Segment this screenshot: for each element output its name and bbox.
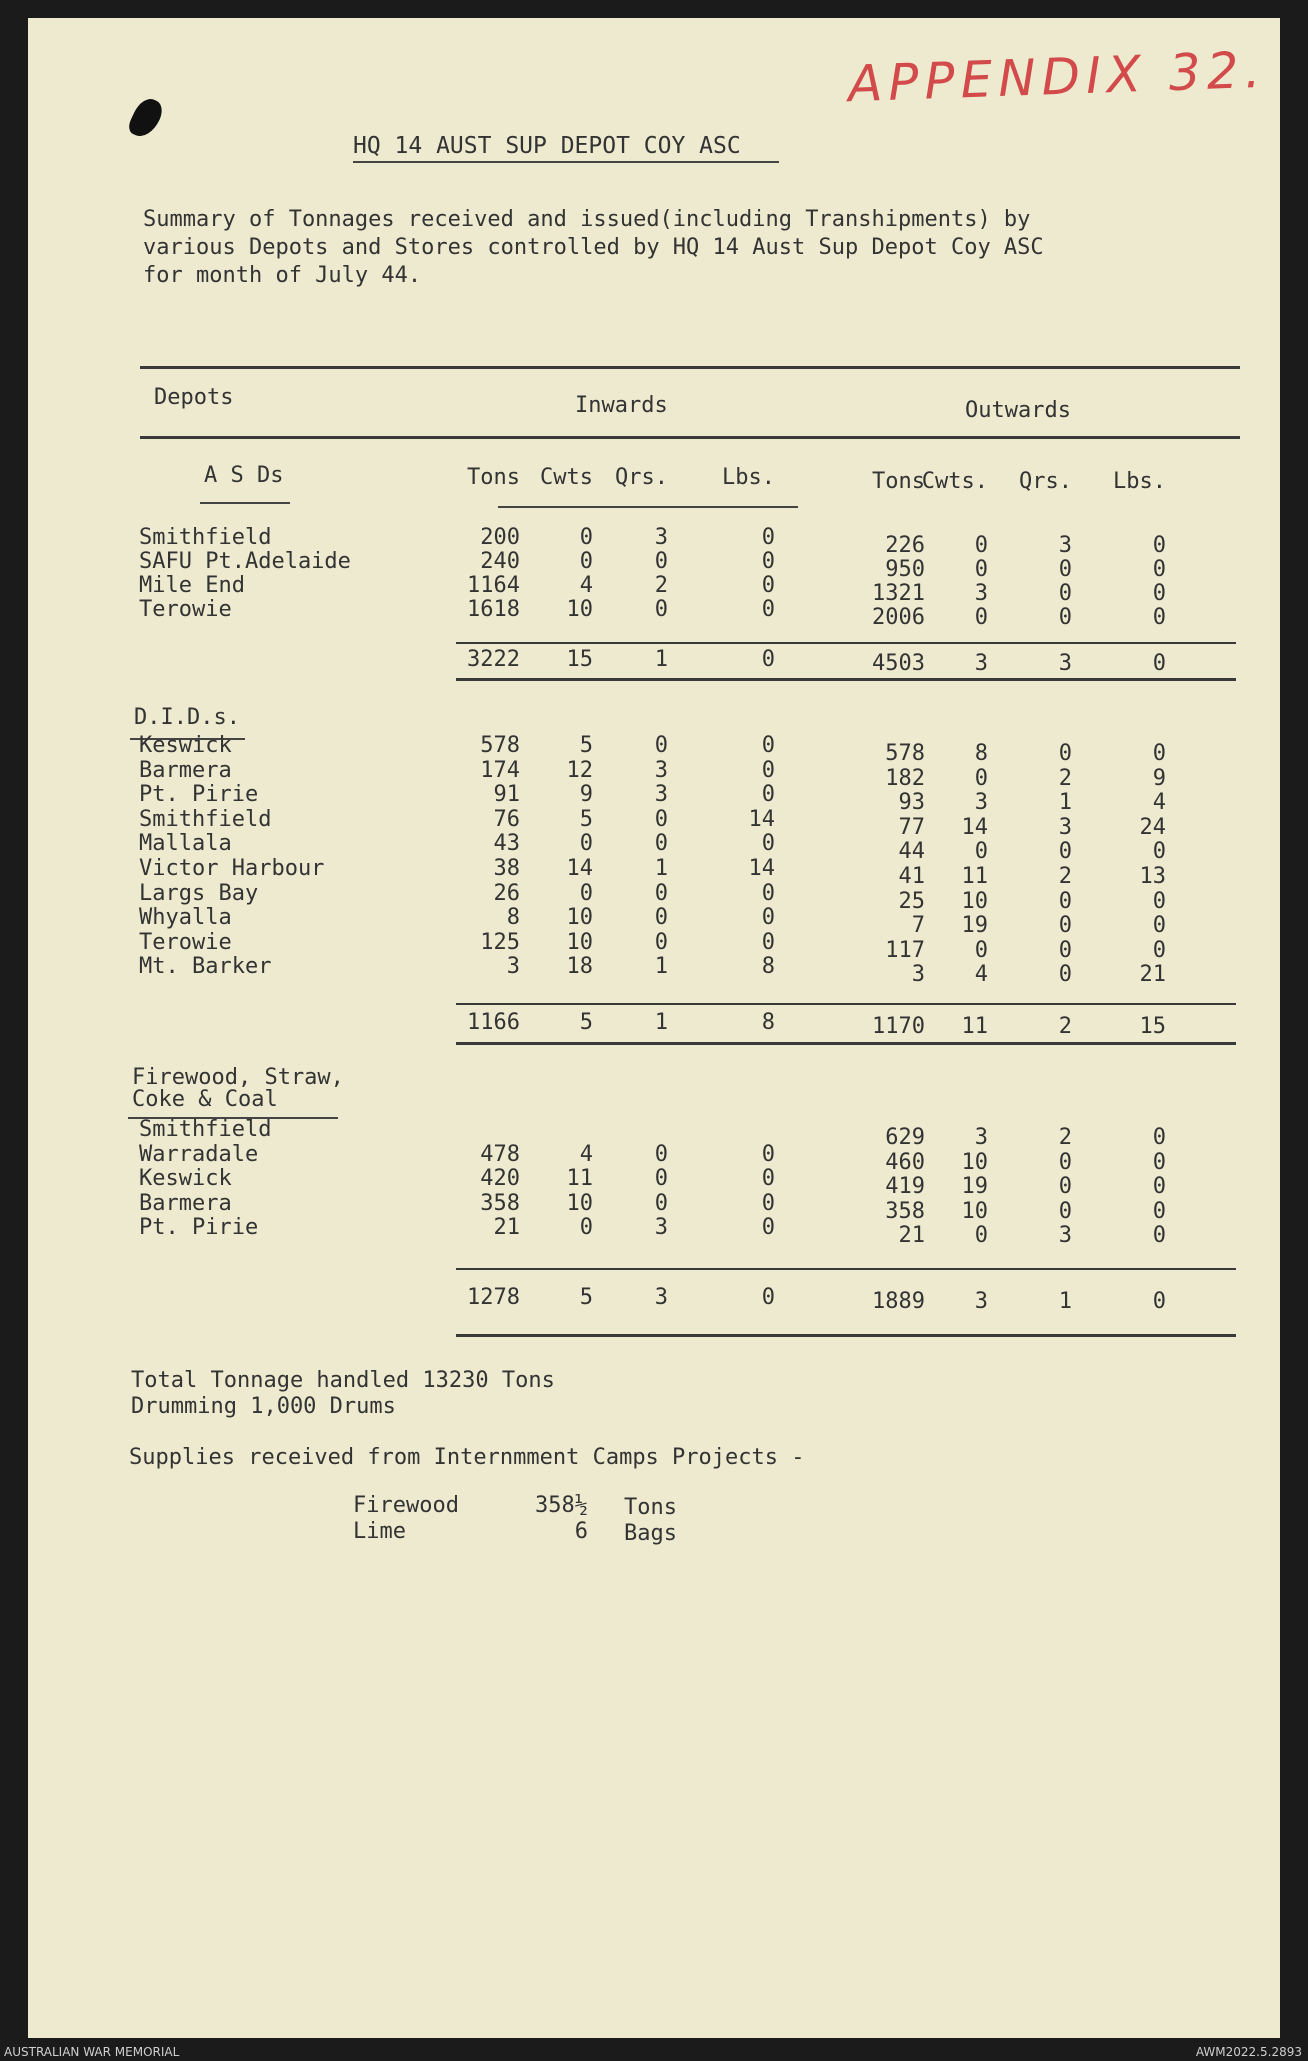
column-header-inwards: Qrs.	[615, 465, 668, 490]
outwards-cell: 2	[1058, 766, 1072, 791]
outwards-cell: 358	[885, 1199, 925, 1224]
inwards-cell: 91	[493, 782, 520, 807]
intro-line-2: various Depots and Stores controlled by HQ 14 Aust Sup Depot Coy ASC	[143, 235, 1044, 260]
outwards-cell: 0	[1152, 557, 1166, 582]
total-outwards-cell: 1170	[872, 1014, 925, 1039]
outwards-cell: 9	[1152, 766, 1166, 791]
inwards-cell: 4	[579, 1142, 593, 1167]
section-title: A S Ds	[204, 463, 284, 488]
inwards-cell: 0	[654, 881, 668, 906]
outwards-cell: 2	[1058, 864, 1072, 889]
inwards-cell: 0	[579, 831, 593, 856]
outwards-cell: 3	[1058, 1223, 1072, 1248]
outwards-cell: 0	[1058, 581, 1072, 606]
inwards-cell: 0	[761, 1215, 775, 1240]
inwards-cell: 2	[654, 573, 668, 598]
inwards-cell: 38	[493, 856, 520, 881]
column-header-inwards: Lbs.	[722, 465, 775, 490]
depot-name: Smithfield	[139, 525, 272, 550]
inwards-cell: 5	[579, 807, 593, 832]
supplies-heading: Supplies received from Internmment Camps Projects -	[129, 1445, 805, 1470]
outwards-cell: 3	[974, 1125, 988, 1150]
inwards-cell: 125	[480, 930, 520, 955]
inwards-cell: 0	[761, 1142, 775, 1167]
inwards-cell: 0	[761, 573, 775, 598]
section-title-underline	[200, 502, 290, 504]
inwards-header-underline	[498, 506, 798, 508]
outwards-cell: 0	[974, 938, 988, 963]
supply-name: Firewood	[353, 1493, 459, 1518]
inwards-cell: 0	[761, 549, 775, 574]
total-inwards-cell: 8	[761, 1010, 775, 1035]
subtotal-rule	[456, 642, 1236, 644]
total-outwards-cell: 0	[1152, 651, 1166, 676]
outwards-cell: 0	[1058, 1199, 1072, 1224]
outwards-cell: 3	[974, 790, 988, 815]
outwards-cell: 0	[1152, 839, 1166, 864]
inwards-cell: 10	[566, 930, 593, 955]
outwards-cell: 0	[1058, 839, 1072, 864]
inwards-cell: 0	[579, 525, 593, 550]
inwards-cell: 0	[761, 905, 775, 930]
total-inwards-cell: 5	[579, 1010, 593, 1035]
outwards-cell: 578	[885, 741, 925, 766]
inwards-cell: 0	[654, 1142, 668, 1167]
depot-name: Barmera	[139, 758, 232, 783]
inwards-cell: 0	[761, 831, 775, 856]
outwards-cell: 0	[974, 605, 988, 630]
supply-qty: 358½	[535, 1493, 588, 1518]
inwards-cell: 4	[579, 573, 593, 598]
intro-line-1: Summary of Tonnages received and issued(including Transhipments) by	[143, 207, 1031, 232]
inwards-cell: 0	[761, 597, 775, 622]
total-rule	[456, 1042, 1236, 1045]
outwards-cell: 4	[974, 962, 988, 987]
outwards-cell: 419	[885, 1174, 925, 1199]
inwards-cell: 26	[493, 881, 520, 906]
inwards-cell: 76	[493, 807, 520, 832]
outwards-cell: 0	[1152, 913, 1166, 938]
inwards-cell: 3	[654, 1215, 668, 1240]
outwards-cell: 0	[1058, 741, 1072, 766]
outwards-cell: 0	[1058, 557, 1072, 582]
depot-name: SAFU Pt.Adelaide	[139, 549, 351, 574]
total-outwards-cell: 15	[1139, 1014, 1166, 1039]
inwards-cell: 0	[579, 1215, 593, 1240]
inwards-cell: 0	[654, 1166, 668, 1191]
inwards-cell: 1	[654, 954, 668, 979]
header-inwards: Inwards	[575, 393, 668, 418]
outwards-cell: 0	[1152, 581, 1166, 606]
inwards-cell: 1618	[467, 597, 520, 622]
column-header-inwards: Cwts	[540, 465, 593, 490]
total-inwards-cell: 3222	[467, 647, 520, 672]
outwards-cell: 0	[974, 766, 988, 791]
outwards-cell: 117	[885, 938, 925, 963]
table-top-rule	[140, 366, 1240, 369]
outwards-cell: 10	[961, 1150, 988, 1175]
total-outwards-cell: 0	[1152, 1289, 1166, 1314]
section-title: D.I.D.s.	[134, 705, 240, 730]
inwards-cell: 14	[748, 807, 775, 832]
outwards-cell: 0	[1058, 1174, 1072, 1199]
inwards-cell: 0	[761, 782, 775, 807]
outwards-cell: 14	[961, 815, 988, 840]
outwards-cell: 0	[1152, 1223, 1166, 1248]
outwards-cell: 3	[1058, 533, 1072, 558]
total-inwards-cell: 5	[579, 1285, 593, 1310]
inwards-cell: 0	[654, 549, 668, 574]
inwards-cell: 9	[579, 782, 593, 807]
inwards-cell: 10	[566, 905, 593, 930]
outwards-cell: 10	[961, 1199, 988, 1224]
total-inwards-cell: 0	[761, 1285, 775, 1310]
total-outwards-cell: 3	[974, 1289, 988, 1314]
header-outwards: Outwards	[965, 398, 1071, 423]
total-tonnage: Total Tonnage handled 13230 Tons	[131, 1368, 555, 1393]
drumming: Drumming 1,000 Drums	[131, 1394, 396, 1419]
outwards-cell: 13	[1139, 864, 1166, 889]
outwards-cell: 7	[911, 913, 925, 938]
outwards-cell: 3	[974, 581, 988, 606]
inwards-cell: 0	[654, 1191, 668, 1216]
outwards-cell: 0	[1058, 889, 1072, 914]
outwards-cell: 0	[1058, 962, 1072, 987]
inwards-cell: 3	[654, 525, 668, 550]
outwards-cell: 0	[1058, 1150, 1072, 1175]
outwards-cell: 4	[1152, 790, 1166, 815]
inwards-cell: 3	[654, 782, 668, 807]
subtotal-rule	[456, 1268, 1236, 1270]
supply-unit: Bags	[624, 1521, 677, 1546]
outwards-cell: 2006	[872, 605, 925, 630]
document-title: HQ 14 AUST SUP DEPOT COY ASC	[353, 133, 741, 159]
inwards-cell: 478	[480, 1142, 520, 1167]
total-inwards-cell: 1	[654, 647, 668, 672]
outwards-cell: 0	[1058, 605, 1072, 630]
inwards-cell: 0	[761, 758, 775, 783]
depot-name: Terowie	[139, 930, 232, 955]
depot-name: Pt. Pirie	[139, 782, 259, 807]
total-outwards-cell: 2	[1058, 1014, 1072, 1039]
supply-name: Lime	[353, 1519, 406, 1544]
inwards-cell: 8	[506, 905, 520, 930]
inwards-cell: 8	[761, 954, 775, 979]
total-outwards-cell: 1	[1058, 1289, 1072, 1314]
outwards-cell: 3	[911, 962, 925, 987]
outwards-cell: 0	[974, 557, 988, 582]
outwards-cell: 1321	[872, 581, 925, 606]
section-title: Coke & Coal	[132, 1087, 278, 1112]
total-inwards-cell: 1278	[467, 1285, 520, 1310]
outwards-cell: 44	[898, 839, 925, 864]
inwards-cell: 0	[654, 733, 668, 758]
outwards-cell: 0	[1152, 889, 1166, 914]
total-inwards-cell: 3	[654, 1285, 668, 1310]
depot-name: Victor Harbour	[139, 856, 325, 881]
total-rule	[456, 1334, 1236, 1337]
inwards-cell: 0	[654, 930, 668, 955]
inwards-cell: 0	[579, 549, 593, 574]
total-outwards-cell: 3	[974, 651, 988, 676]
inwards-cell: 1	[654, 856, 668, 881]
outwards-cell: 21	[898, 1223, 925, 1248]
inwards-cell: 0	[761, 881, 775, 906]
total-inwards-cell: 1	[654, 1010, 668, 1035]
outwards-cell: 0	[1058, 913, 1072, 938]
inwards-cell: 0	[761, 1166, 775, 1191]
inwards-cell: 240	[480, 549, 520, 574]
outwards-cell: 8	[974, 741, 988, 766]
supply-unit: Tons	[624, 1495, 677, 1520]
inwards-cell: 0	[761, 1191, 775, 1216]
document-page	[28, 18, 1280, 2038]
outwards-cell: 21	[1139, 962, 1166, 987]
total-inwards-cell: 0	[761, 647, 775, 672]
footer-right: AWM2022.5.2893	[1195, 2045, 1302, 2059]
depot-name: Largs Bay	[139, 881, 259, 906]
depot-name: Whyalla	[139, 905, 232, 930]
outwards-cell: 226	[885, 533, 925, 558]
inwards-cell: 14	[748, 856, 775, 881]
outwards-cell: 0	[1152, 1125, 1166, 1150]
depot-name: Terowie	[139, 597, 232, 622]
total-inwards-cell: 15	[566, 647, 593, 672]
footer-left: AUSTRALIAN WAR MEMORIAL	[4, 2045, 180, 2059]
outwards-cell: 0	[1152, 938, 1166, 963]
inwards-cell: 5	[579, 733, 593, 758]
outwards-cell: 460	[885, 1150, 925, 1175]
column-header-inwards: Tons	[467, 465, 520, 490]
intro-line-3: for month of July 44.	[143, 263, 422, 288]
depot-name: Smithfield	[139, 1117, 272, 1142]
outwards-cell: 0	[1152, 605, 1166, 630]
outwards-cell: 0	[974, 839, 988, 864]
inwards-cell: 0	[761, 525, 775, 550]
inwards-cell: 12	[566, 758, 593, 783]
inwards-cell: 420	[480, 1166, 520, 1191]
inwards-cell: 14	[566, 856, 593, 881]
depot-name: Barmera	[139, 1191, 232, 1216]
inwards-cell: 3	[506, 954, 520, 979]
depot-name: Mallala	[139, 831, 232, 856]
outwards-cell: 77	[898, 815, 925, 840]
total-rule	[456, 678, 1236, 681]
outwards-cell: 0	[1152, 1199, 1166, 1224]
depot-name: Keswick	[139, 733, 232, 758]
outwards-cell: 2	[1058, 1125, 1072, 1150]
depot-name: Pt. Pirie	[139, 1215, 259, 1240]
total-outwards-cell: 3	[1058, 651, 1072, 676]
total-outwards-cell: 4503	[872, 651, 925, 676]
header-rule	[140, 436, 1240, 439]
inwards-cell: 0	[761, 733, 775, 758]
outwards-cell: 0	[1152, 1150, 1166, 1175]
total-outwards-cell: 1889	[872, 1289, 925, 1314]
outwards-cell: 182	[885, 766, 925, 791]
inwards-cell: 21	[493, 1215, 520, 1240]
outwards-cell: 93	[898, 790, 925, 815]
outwards-cell: 11	[961, 864, 988, 889]
depot-name: Mt. Barker	[139, 954, 272, 979]
column-header-outwards: Cwts.	[921, 469, 988, 494]
appendix-annotation: APPENDIX 32.	[847, 40, 1268, 114]
outwards-cell: 950	[885, 557, 925, 582]
total-inwards-cell: 1166	[467, 1010, 520, 1035]
outwards-cell: 0	[1152, 741, 1166, 766]
column-header-outwards: Tons	[872, 469, 925, 494]
inwards-cell: 0	[761, 930, 775, 955]
outwards-cell: 3	[1058, 815, 1072, 840]
outwards-cell: 19	[961, 1174, 988, 1199]
inwards-cell: 18	[566, 954, 593, 979]
outwards-cell: 0	[1152, 1174, 1166, 1199]
outwards-cell: 0	[1152, 533, 1166, 558]
inwards-cell: 0	[579, 881, 593, 906]
outwards-cell: 25	[898, 889, 925, 914]
header-depots: Depots	[154, 385, 234, 410]
inwards-cell: 0	[654, 597, 668, 622]
outwards-cell: 41	[898, 864, 925, 889]
outwards-cell: 0	[974, 1223, 988, 1248]
outwards-cell: 19	[961, 913, 988, 938]
outwards-cell: 10	[961, 889, 988, 914]
subtotal-rule	[456, 1003, 1236, 1005]
inwards-cell: 10	[566, 1191, 593, 1216]
inwards-cell: 3	[654, 758, 668, 783]
inwards-cell: 200	[480, 525, 520, 550]
inwards-cell: 10	[566, 597, 593, 622]
supply-qty: 6	[574, 1519, 588, 1544]
outwards-cell: 1	[1058, 790, 1072, 815]
inwards-cell: 174	[480, 758, 520, 783]
depot-name: Warradale	[139, 1142, 259, 1167]
inwards-cell: 0	[654, 807, 668, 832]
depot-name: Keswick	[139, 1166, 232, 1191]
outwards-cell: 0	[974, 533, 988, 558]
column-header-outwards: Lbs.	[1113, 469, 1166, 494]
inwards-cell: 0	[654, 905, 668, 930]
total-outwards-cell: 11	[961, 1014, 988, 1039]
inwards-cell: 358	[480, 1191, 520, 1216]
title-underline	[353, 161, 779, 163]
inwards-cell: 0	[654, 831, 668, 856]
outwards-cell: 0	[1058, 938, 1072, 963]
outwards-cell: 24	[1139, 815, 1166, 840]
column-header-outwards: Qrs.	[1019, 469, 1072, 494]
depot-name: Mile End	[139, 573, 245, 598]
section-title: Firewood, Straw,	[132, 1065, 344, 1090]
inwards-cell: 11	[566, 1166, 593, 1191]
inwards-cell: 43	[493, 831, 520, 856]
outwards-cell: 629	[885, 1125, 925, 1150]
inwards-cell: 1164	[467, 573, 520, 598]
ink-blot	[126, 94, 166, 141]
depot-name: Smithfield	[139, 807, 272, 832]
inwards-cell: 578	[480, 733, 520, 758]
